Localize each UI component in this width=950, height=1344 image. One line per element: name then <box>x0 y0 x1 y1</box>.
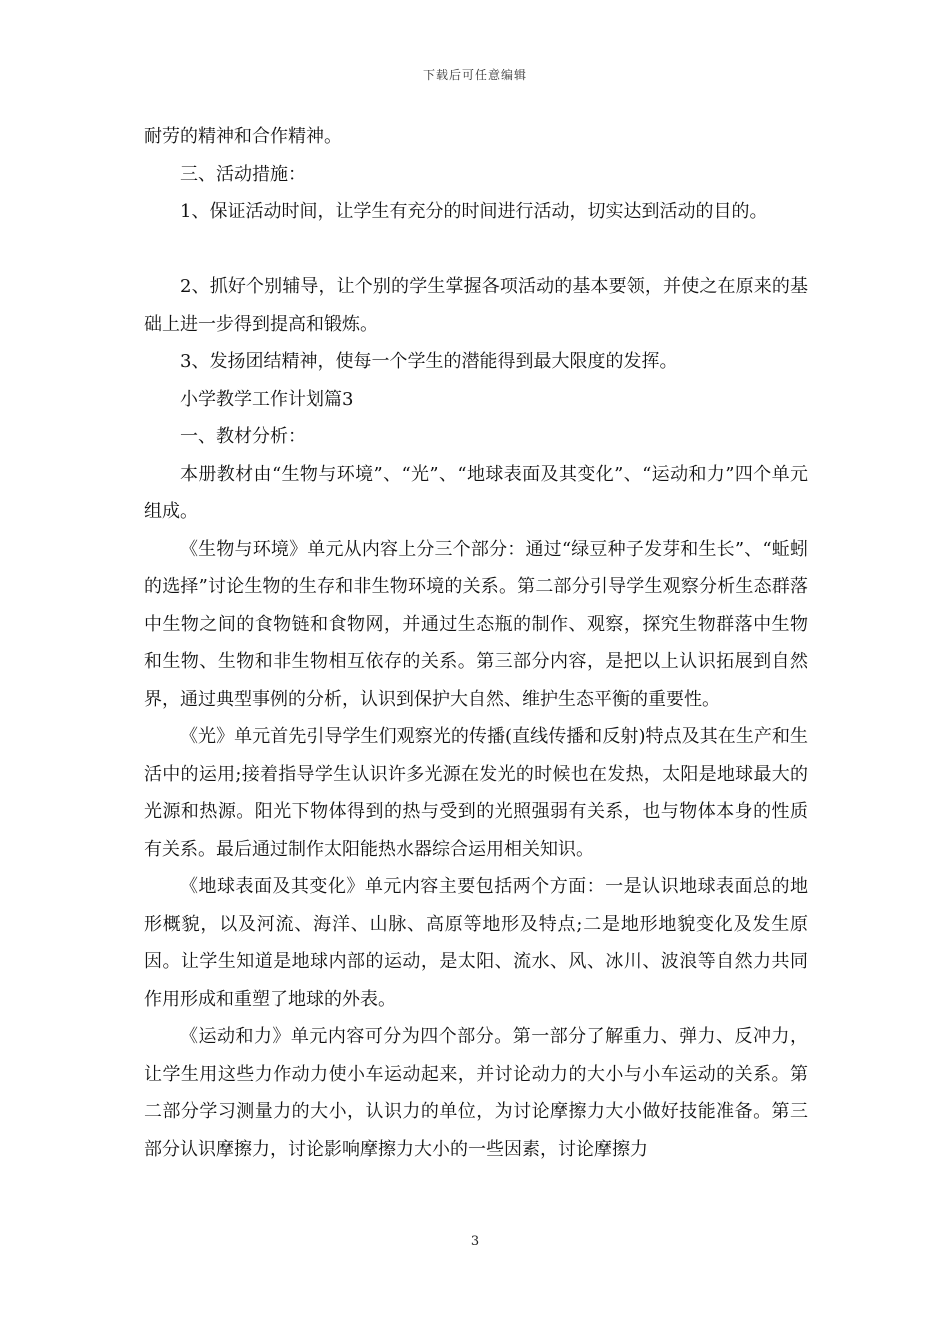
body-paragraph: 耐劳的精神和合作精神。 <box>144 126 342 147</box>
body-paragraph: 《生物与环境》单元从内容上分三个部分：通过“绿豆种子发芽和生长”、“蚯蚓的选择”讨论生物的生存和非生物环境的关系。第二部分引导学生观察分析生态群落中生物之间的食物链和食物网，并通过生态瓶的制作、观察，探究生物群落中生物和生物、生物和非生物相互依存的关系。第三部分内容，是把以上认识拓展到自然界，通过典型事例的分析，认识到保护大自然、维护生态平衡的重要性。 <box>144 538 808 710</box>
body-paragraph: 三、活动措施： <box>180 163 306 185</box>
body-paragraph: 小学教学工作计划篇3 <box>180 388 354 410</box>
document-body <box>144 118 808 1168</box>
body-paragraph: 本册教材由“生物与环境”、“光”、“地球表面及其变化”、“运动和力”四个单元组成。 <box>144 463 808 522</box>
body-paragraph: 《光》单元首先引导学生们观察光的传播(直线传播和反射)特点及其在生产和生活中的运用;接着指导学生认识许多光源在发光的时候也在发热，太阳是地球最大的光源和热源。阳光下物体得到的热与受到的光照强弱有关系，也与物体本身的性质有关系。最后通过制作太阳能热水器综合运用相关知识。 <box>144 726 808 860</box>
body-paragraph: 2、抓好个别辅导，让个别的学生掌握各项活动的基本要领，并使之在原来的基础上进一步得到提高和锻炼。 <box>144 276 808 335</box>
body-paragraph: 一、教材分析： <box>180 426 306 447</box>
paragraph-spacer <box>144 231 808 269</box>
body-paragraph: 3、发扬团结精神，使每一个学生的潜能得到最大限度的发挥。 <box>180 351 678 372</box>
page-header: 下载后可任意编辑 <box>422 68 527 82</box>
body-paragraph: 《运动和力》单元内容可分为四个部分。第一部分了解重力、弹力、反冲力，让学生用这些力作动力使小车运动起来，并讨论动力的大小与小车运动的关系。第二部分学习测量力的大小，认识力的单位，为讨论摩擦力大小做好技能准备。第三部分认识摩擦力，讨论影响摩擦力大小的一些因素，讨论摩擦力 <box>144 1026 808 1160</box>
body-paragraph: 1、保证活动时间，让学生有充分的时间进行活动，切实达到活动的目的。 <box>180 201 768 222</box>
body-paragraph: 《地球表面及其变化》单元内容主要包括两个方面：一是认识地球表面总的地形概貌，以及河流、海洋、山脉、高原等地形及特点;二是地形地貌变化及发生原因。让学生知道是地球内部的运动，是太阳、流水、风、冰川、波浪等自然力共同作用形成和重塑了地球的外表。 <box>144 876 808 1010</box>
page-number: 3 <box>470 1234 480 1249</box>
